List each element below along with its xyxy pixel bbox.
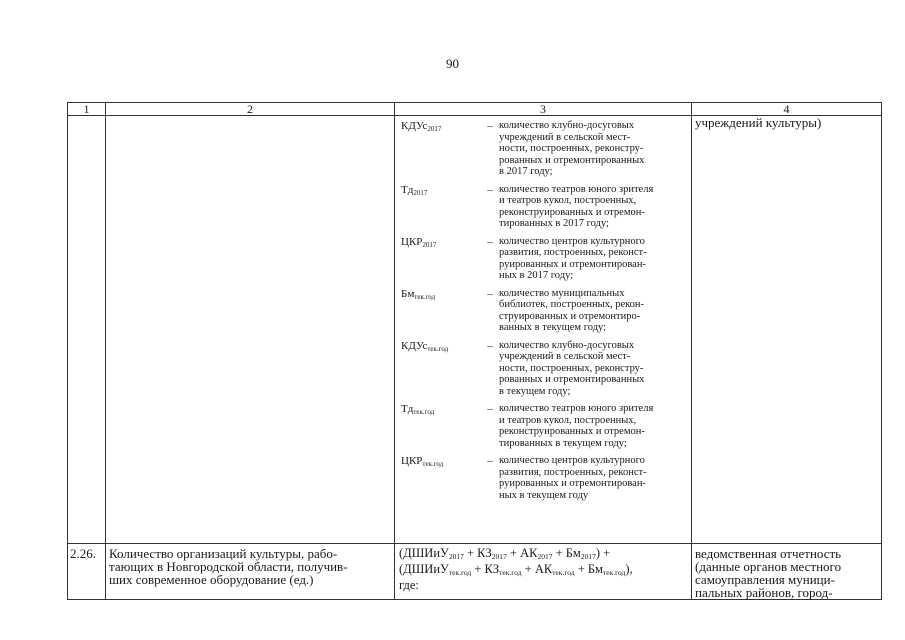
definition-line: ности, построенных, реконстру- [499, 362, 644, 374]
continuation-source-cell: учреждений культуры) [692, 116, 882, 544]
indicators-table [67, 102, 882, 600]
definition-symbol: $Тд_{тек.год}$ [401, 403, 435, 416]
continuation-number-cell [68, 116, 106, 544]
indicator-line: ших современное оборудование (ед.) [109, 572, 314, 587]
definition-symbol: КДУс$_{тек.год}$ [401, 339, 449, 353]
definition-text [499, 340, 687, 398]
definition-text [499, 236, 687, 282]
source-line: самоуправления муници- [695, 572, 835, 587]
table-header-row [68, 103, 882, 116]
definition-line: в 2017 году; [499, 166, 553, 177]
source-line: пальных районов, город- [695, 585, 833, 600]
definition-line: реконструированных и отремон- [499, 206, 645, 218]
definition-line: рованных и отремонтированных [499, 374, 645, 385]
header-col-4: 4 [692, 103, 882, 116]
definition-dash: – [487, 403, 493, 415]
definition-item [401, 120, 687, 178]
definition-line: реконструированных и отремон- [499, 426, 645, 437]
definition-text [499, 184, 687, 230]
continuation-indicator-cell [106, 116, 395, 544]
definitions-cell [395, 116, 692, 544]
definition-line: и театров кукол, построенных, [499, 414, 637, 426]
definition-line: количество театров юного зрителя [499, 403, 654, 414]
definition-line: количество театров юного зрителя [499, 183, 654, 195]
definition-line: развития, построенных, реконст- [499, 247, 647, 258]
definition-line: руированных и отремонтирован- [499, 478, 646, 489]
definition-line: количество центров культурного [499, 235, 645, 247]
formula-line-1: (ДШИиУ$_{2017}$ + $КЗ_{2017} + АК_{2017} + Бм_{2017}$) + [399, 546, 611, 561]
definition-item [401, 184, 687, 230]
header-col-1: 1 [68, 103, 106, 116]
definition-dash: – [487, 455, 493, 467]
definition-text [499, 120, 687, 178]
source-line: (данные органов местного [695, 559, 842, 574]
definition-line: количество клубно-досуговых [499, 339, 635, 351]
definition-line: тированных в текущем году; [499, 437, 627, 449]
definition-dash: – [487, 120, 493, 132]
row-number: 2.26. [68, 544, 106, 600]
indicator-line: Количество организаций культуры, рабо- [109, 546, 338, 561]
definition-text [499, 455, 687, 501]
page-number: 90 [446, 56, 459, 71]
definition-line: развития, построенных, реконст- [499, 466, 647, 478]
definition-line: руированных и отремонтирован- [499, 258, 646, 270]
definition-line: количество центров культурного [499, 455, 645, 466]
definition-dash: – [487, 183, 493, 196]
definition-line: ных в 2017 году; [499, 270, 574, 281]
definition-line: в текущем году; [499, 385, 571, 397]
definition-item [401, 236, 687, 282]
definition-line: тированных в 2017 году; [499, 218, 609, 229]
formula-line-2: (ДШИиУ$_{тек.год}$ + $КЗ_{тек.год} + АК_{тек.год} + Бм_{тек.год}$), [399, 562, 633, 577]
definition-line: учреждений в сельской мест- [499, 351, 631, 362]
definition-symbol: КДУс$_{2017}$ [401, 120, 442, 133]
definition-item [401, 288, 687, 334]
definition-item [401, 403, 687, 449]
definition-line: струированных и отремонтиро- [499, 310, 641, 322]
indicator-text [106, 544, 395, 600]
definition-dash: – [487, 339, 493, 352]
definition-line: ных в текущем году [499, 489, 589, 501]
definition-line: рованных и отремонтированных [499, 154, 645, 166]
definition-text [499, 403, 687, 449]
formula-line-3: где: [399, 578, 419, 592]
definition-line: количество муниципальных [499, 287, 625, 299]
definitions-list [401, 120, 687, 501]
continuation-row [68, 116, 882, 544]
definition-symbol: $ЦКР_{тек.год}$ [401, 455, 444, 468]
definition-line: и театров кукол, построенных, [499, 195, 637, 206]
indicator-line: тающих в Новгородской области, получив- [109, 559, 348, 574]
source-cell [692, 544, 882, 600]
definition-item [401, 455, 687, 501]
header-col-3: 3 [395, 103, 692, 116]
definition-line: количество клубно-досуговых [499, 120, 635, 131]
definition-text [499, 288, 687, 334]
definition-dash: – [487, 235, 493, 248]
source-line: ведомственная отчетность [695, 546, 842, 561]
table-row [68, 544, 882, 600]
definition-line: библиотек, построенных, рекон- [499, 299, 645, 310]
definition-dash: – [487, 287, 493, 300]
definition-line: ности, построенных, реконстру- [499, 143, 644, 154]
header-col-2: 2 [106, 103, 395, 116]
formula-cell [395, 544, 692, 600]
definition-symbol: $Тд_{2017}$ [401, 183, 428, 197]
definition-item [401, 340, 687, 398]
definition-symbol: $ЦКР_{2017}$ [401, 235, 437, 249]
definition-line: учреждений в сельской мест- [499, 131, 631, 143]
definition-symbol: $Бм_{тек.год}$ [401, 287, 436, 301]
definition-line: ванных в текущем году; [499, 322, 607, 333]
